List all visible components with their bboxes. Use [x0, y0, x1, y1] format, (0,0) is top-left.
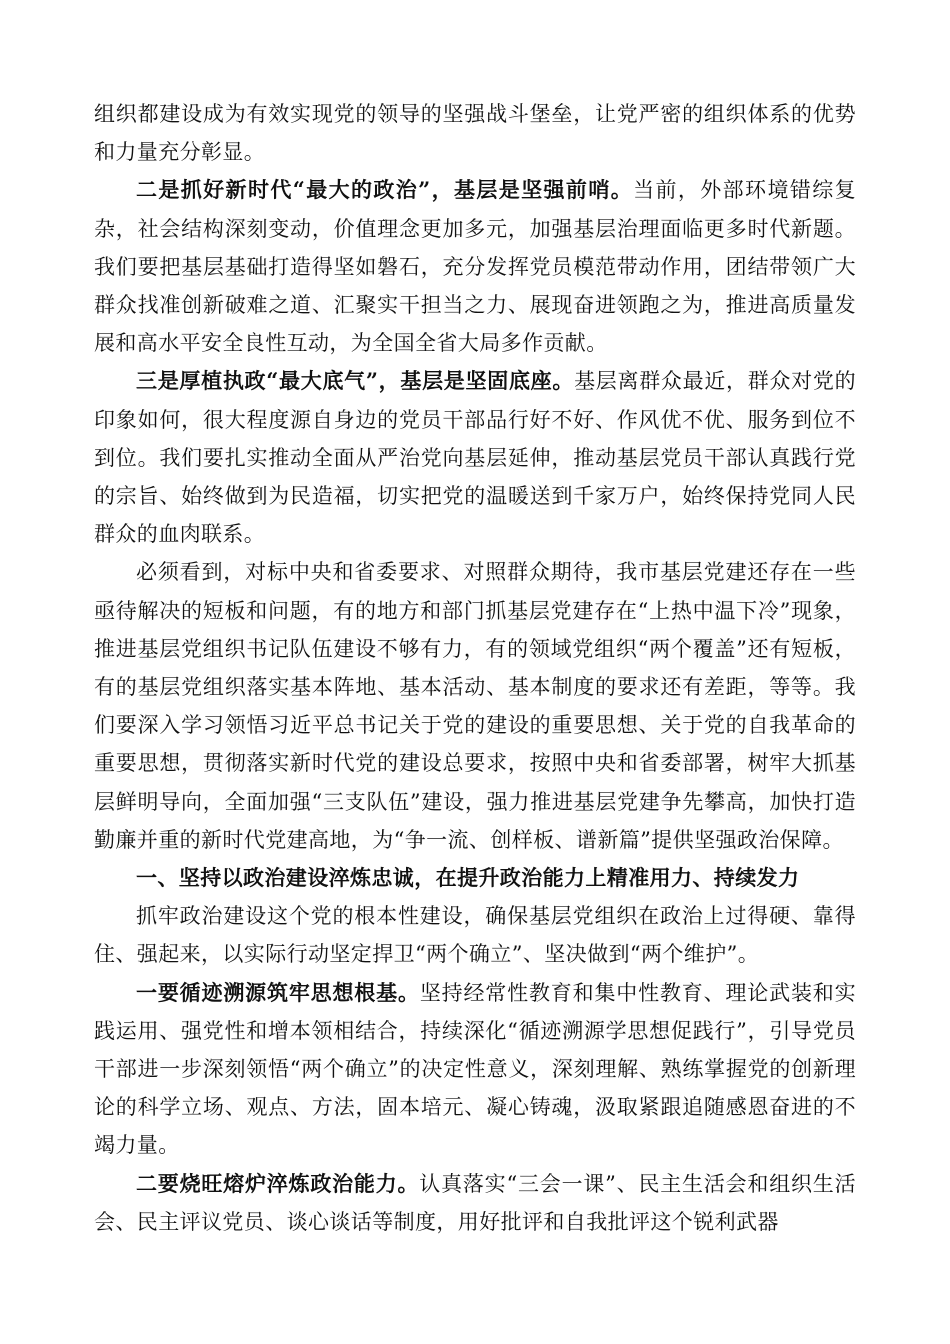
paragraph-lead: 二要烧旺熔炉淬炼政治能力。 — [136, 1170, 420, 1196]
paragraph-text: 必须看到，对标中央和省委要求、对照群众期待，我市基层党建还存在一些亟待解决的短板和问题，有的地方和部门抓基层党建存在“上热中温下冷”现象，推进基层党组织书记队伍建设不够有力，有的领域党组织“两个覆盖”还有短板，有的基层党组织落实基本阵地、基本活动、基本制度的要求还有差距，等等。我们要深入学习领悟习近平总书记关于党的建设的重要思想、关于党的自我革命的重要思想，贯彻落实新时代党的建设总要求，按照中央和省委部署，树牢大抓基层鲜明导向，全面加强“三支队伍”建设，强力推进基层党建争先攀高，加快打造勤廉并重的新时代党建高地，为“争一流、创样板、谱新篇”提供坚强政治保障。 — [94, 560, 856, 852]
paragraph-problems — [94, 553, 856, 859]
paragraph-requirement-two — [94, 1165, 856, 1241]
paragraph-text: 基层离群众最近，群众对党的印象如何，很大程度源自身边的党员干部品行好不好、作风优不优、服务到位不到位。我们要扎实推动全面从严治党向基层延伸，推动基层党员干部认真践行党的宗旨、始终做到为民造福，切实把党的温暖送到千家万户，始终保持党同人民群众的血肉联系。 — [94, 369, 856, 547]
paragraph-point-two — [94, 171, 856, 362]
paragraph-point-three — [94, 362, 856, 553]
document-page — [94, 95, 856, 1241]
paragraph-text: 认真落实“三会一课”、民主生活会和组织生活会、民主评议党员、谈心谈话等制度，用好批评和自我批评这个锐利武器 — [94, 1171, 856, 1234]
paragraph-lead: 三是厚植执政“最大底气”，基层是坚固底座。 — [136, 368, 575, 394]
paragraph-text: 组织都建设成为有效实现党的领导的坚强战斗堡垒，让党严密的组织体系的优势和力量充分彰显。 — [94, 102, 856, 165]
paragraph-requirement-one — [94, 974, 856, 1165]
paragraph-text: 当前，外部环境错综复杂，社会结构深刻变动，价值理念更加多元，加强基层治理面临更多时代新题。我们要把基层基础打造得坚如磐石，充分发挥党员模范带动作用，团结带领广大群众找准创新破难之道、汇聚实干担当之力、展现奋进领跑之为，推进高质量发展和高水平安全良性互动，为全国全省大局多作贡献。 — [94, 178, 857, 356]
paragraph-text: 坚持经常性教育和集中性教育、理论武装和实践运用、强党性和增本领相结合，持续深化“循迹溯源学思想促践行”，引导党员干部进一步深刻领悟“两个确立”的决定性意义，深刻理解、熟练掌握党的创新理论的科学立场、观点、方法，固本培元、凝心铸魂，汲取紧跟追随感恩奋进的不竭力量。 — [94, 980, 857, 1158]
paragraph-lead: 一要循迹溯源筑牢思想根基。 — [136, 979, 420, 1005]
paragraph-lead: 二是抓好新时代“最大的政治”，基层是坚强前哨。 — [136, 177, 634, 203]
paragraph-section-intro — [94, 897, 856, 973]
section-heading-one: 一、坚持以政治建设淬炼忠诚，在提升政治能力上精准用力、持续发力 — [136, 865, 800, 891]
paragraph-continuation — [94, 95, 856, 171]
paragraph-text: 抓牢政治建设这个党的根本性建设，确保基层党组织在政治上过得硬、靠得住、强起来，以实际行动坚定捍卫“两个确立”、坚决做到“两个维护”。 — [94, 904, 856, 967]
